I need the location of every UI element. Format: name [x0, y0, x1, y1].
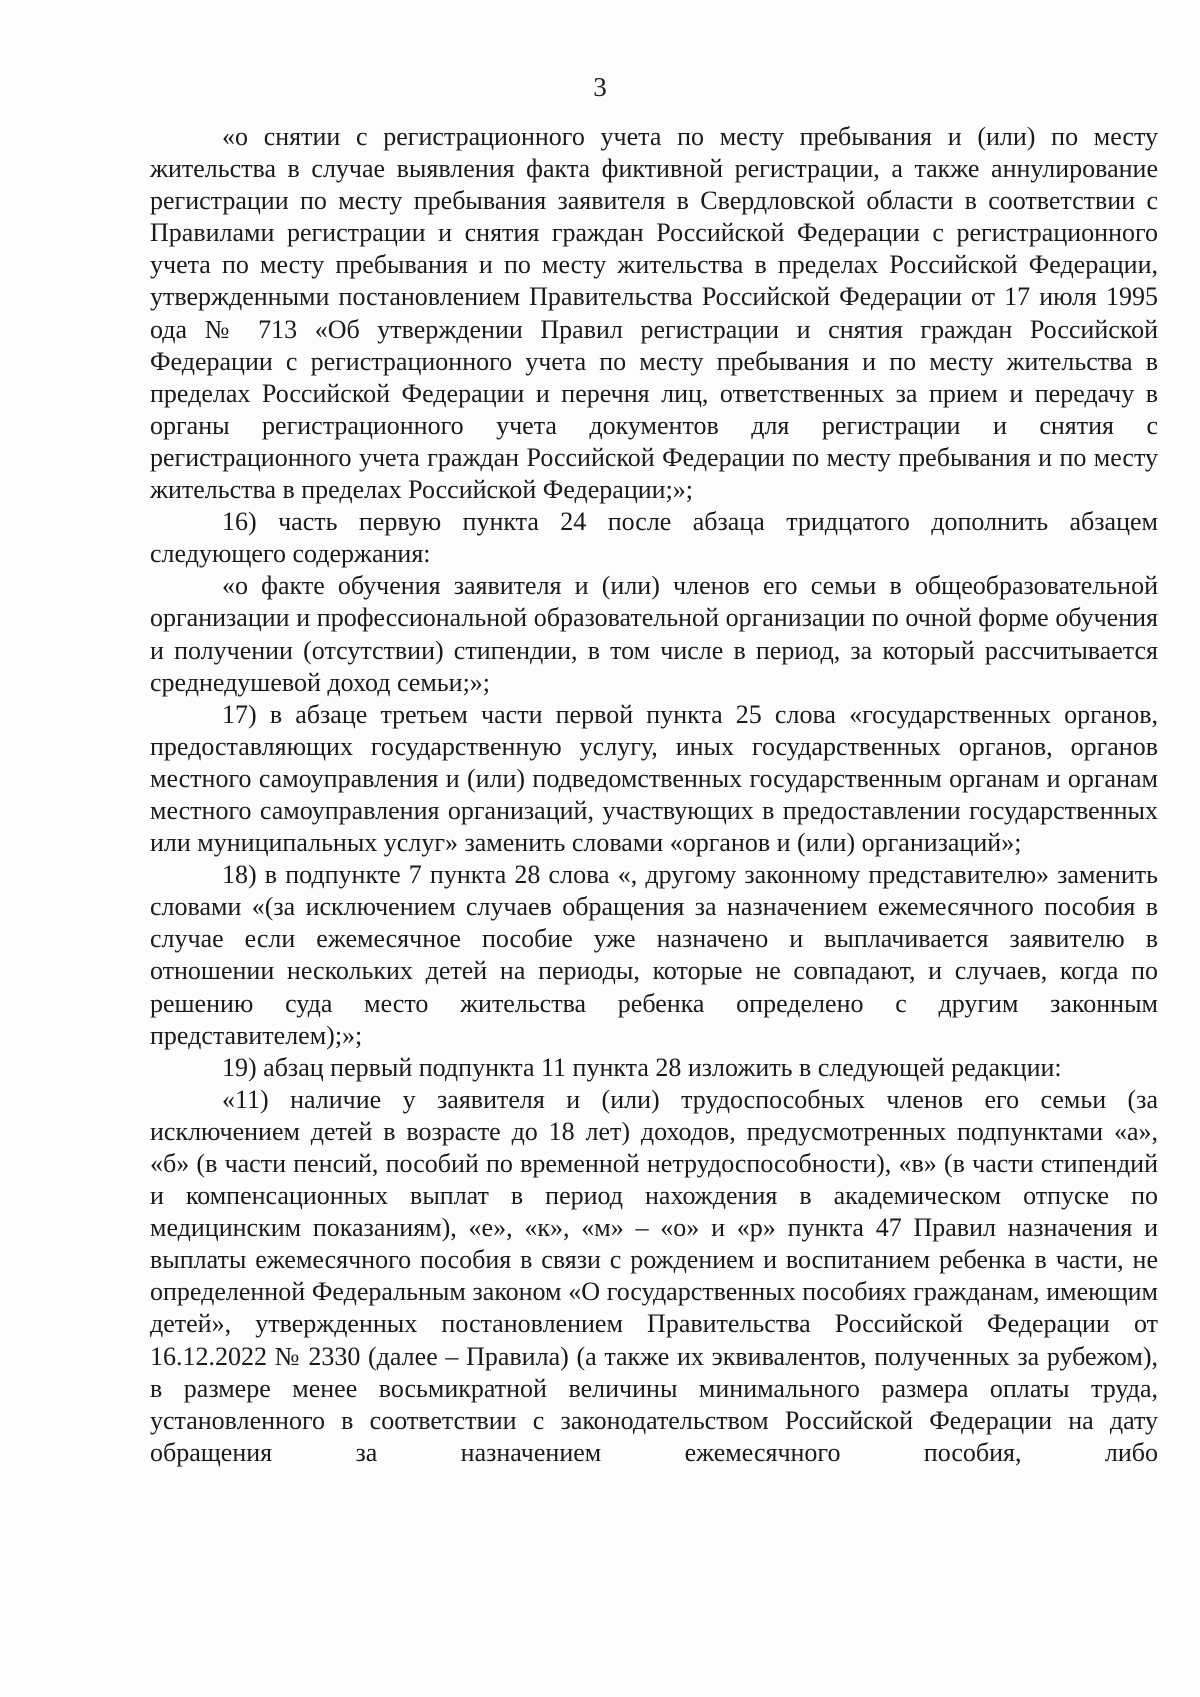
paragraph-item-18: 18) в подпункте 7 пункта 28 слова «, другому законному представителю» заменить словами «(за исключением случаев обращения за назначением ежемесячного пособия в случае если ежемесячное пособие уже назначено и выплачивается заявителю в отношении нескольких детей на периоды, которые не совпадают, и случаев, когда по решению суда место жительства ребенка определено с другим законным представителем);»; — [150, 860, 1158, 1050]
paragraph-item-17: 17) в абзаце третьем части первой пункта 25 слова «государственных органов, предоставляющих государственную услугу, иных государственных органов, органов местного самоуправления и (или) подведомственных государственным органам и органам местного самоуправления организаций, участвующих в предоставлении государственных или муниципальных услуг» заменить словами «органов и (или) организаций»; — [150, 699, 1158, 858]
paragraph-item-19: 19) абзац первый подпункта 11 пункта 28 изложить в следующей редакции: — [222, 1052, 1062, 1082]
paragraph-item-19-quote: «11) наличие у заявителя и (или) трудоспособных членов его семьи (за исключением детей в возрасте до 18 лет) доходов, предусмотренных подпунктами «а», «б» (в части пенсий, пособий по временной нетрудоспособности), «в» (в части стипендий и компенсационных выплат в период нахождения в академическом отпуске по медицинским показаниям), «е», «к», «м» – «о» и «р» пункта 47 Правил назначения и выплаты ежемесячного пособия в связи с рождением и воспитанием ребенка в части, не определенной Федеральным законом «О государственных пособиях гражданам, имеющим детей», утвержденных постановлением Правительства Российской Федерации от 16.12.2022 № 2330 (далее – Правила) (а также их эквивалентов, полученных за рубежом), в размере менее восьмикратной величины минимального размера оплаты труда, установленного в соответствии с законодательством Российской Федерации на дату обращения за назначением ежемесячного пособия, либо — [150, 1084, 1158, 1467]
page-number: 3 — [593, 72, 607, 102]
document-body — [150, 121, 1158, 1469]
paragraph-item-16: 16) часть первую пункта 24 после абзаца тридцатого дополнить абзацем следующего содержания: — [150, 507, 1158, 569]
paragraph-item-16-quote: «о факте обучения заявителя и (или) членов его семьи в общеобразовательной организации и профессиональной образовательной организации по очной форме обучения и получении (отсутствии) стипендии, в том числе в период, за который рассчитывается среднедушевой доход семьи;»; — [150, 571, 1158, 697]
paragraph-registration-removal: «о снятии с регистрационного учета по месту пребывания и (или) по месту жительства в случае выявления факта фиктивной регистрации, а также аннулирование регистрации по месту пребывания заявителя в Свердловской области в соответствии с Правилами регистрации и снятия граждан Российской Федерации с регистрационного учета по месту пребывания и по месту жительства в пределах Российской Федерации, утвержденными постановлением Правительства Российской Федерации от 17 июля 1995 ода № 713 «Об утверждении Правил регистрации и снятия граждан Российской Федерации с регистрационного учета по месту пребывания и по месту жительства в пределах Российской Федерации и перечня лиц, ответственных за прием и передачу в органы регистрационного учета документов для регистрации и снятия с регистрационного учета граждан Российской Федерации по месту пребывания и по месту жительства в пределах Российской Федерации;»; — [150, 122, 1158, 505]
